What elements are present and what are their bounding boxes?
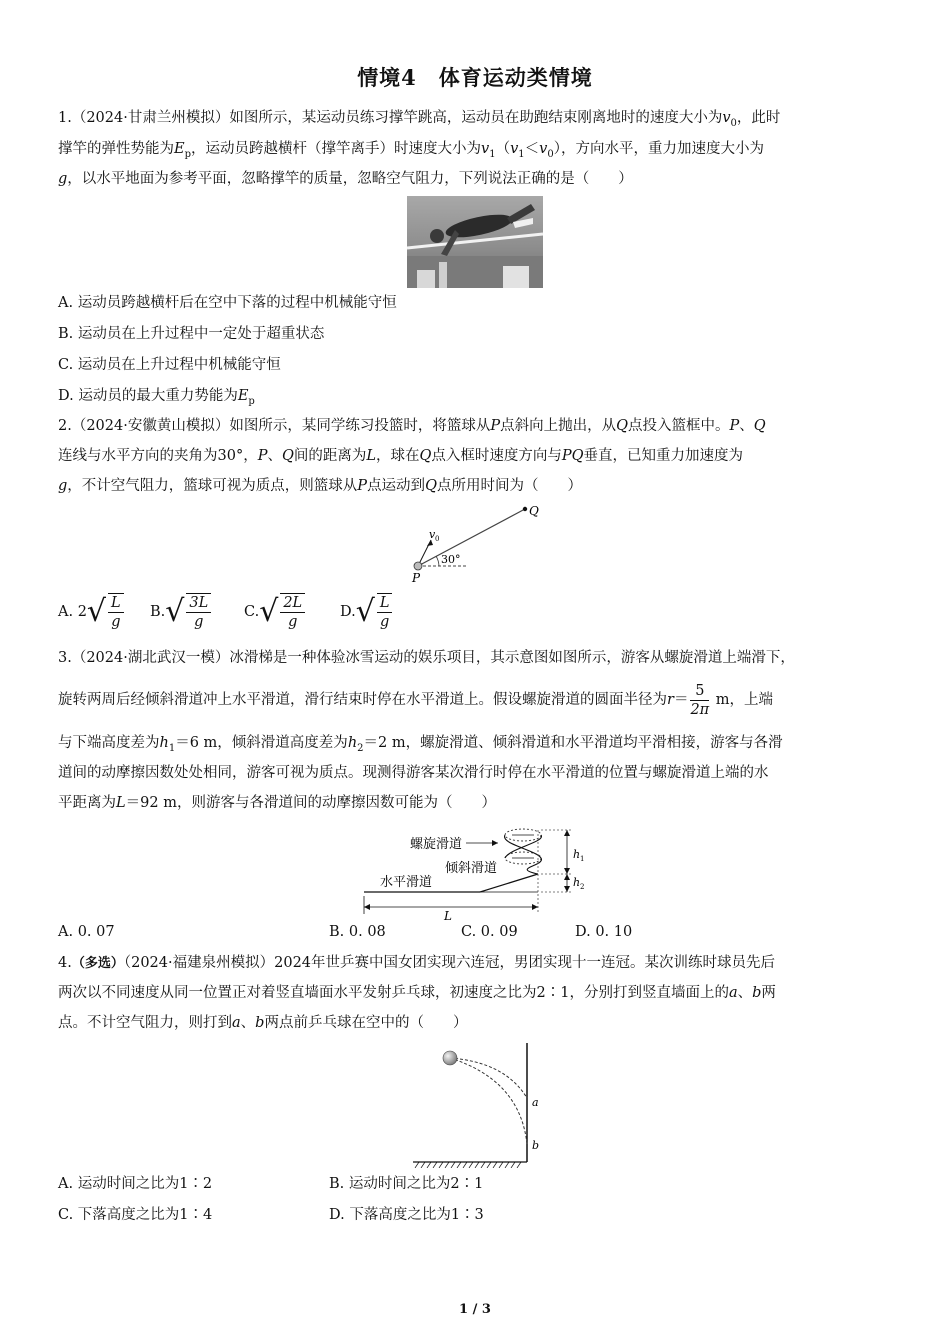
q1-ep-sub: p [248,395,255,407]
q4-text: 两点前乒乓球在空中的（ ） [264,1015,468,1031]
q2-g: g [58,478,68,494]
q4-text: （2024·福建泉州模拟）2024年世乒赛中国女团实现六连冠，男团实现十一连冠。某次训练时球员先后 [123,955,776,971]
q2-option-b[interactable]: B.√ $\frac{3L}{g}$ [150,592,213,638]
q4-a: a [728,985,738,1001]
q3-fig-h1-sub: 1 [580,855,585,863]
basketball-diagram [395,500,555,586]
q3-fig-h1: h [573,848,581,861]
q1-ep: E [174,141,185,157]
q3-r: r [667,692,674,708]
q1-v0-sub: 0 [730,117,737,129]
q3-fig-horizontal-label: 水平滑道 [380,875,433,890]
q1-v1: v [481,141,490,157]
q1-ep: E [237,388,249,404]
q2-text: 点入框时速度方向与 [431,448,562,464]
q2-option-a-den: g [111,614,121,630]
q1-text: （ [495,141,511,157]
q2-p: P [257,448,268,464]
q4-text: 两次以不同速度从同一位置正对着竖直墙面水平发射乒乓球，初速度之比为2∶1，分别打到竖直墙面上的 [58,985,729,1001]
high-jump-photo [407,196,543,288]
q1-text: 1.（2024·甘肃兰州模拟）如图所示，某运动员练习撑竿跳高，运动员在助跑结束刚离地时的速度大小为 [58,110,723,126]
q4-multi-tag: （多选） [71,956,124,971]
q3-r-num: 5 [690,682,709,701]
q3-fig-spiral-label: 螺旋滑道 [410,837,463,852]
q1-v0: v [722,110,731,126]
q4-b: b [752,985,762,1001]
q4-number: 4. [58,955,72,971]
q2-text: 点投入篮框中。 [628,418,730,434]
q2-text: 点运动到 [367,478,426,494]
q2-line-2 [58,446,898,466]
q4-fig-b: b [532,1139,540,1152]
q1-text: ，以水平地面为参考平面，忽略撑竿的质量，忽略空气阻力，下列说法正确的是（ ） [67,171,633,187]
q2-q: Q [616,418,628,434]
q3-option-b[interactable]: B. 0. 08 [329,924,386,940]
q3-line-5 [58,793,898,813]
q4-a: a [232,1015,241,1031]
q1-v0-sub: 0 [547,148,554,160]
q1-option-d[interactable] [58,386,898,412]
q4-text: 点。不计空气阻力，则打到 [58,1015,232,1031]
q3-option-d[interactable]: D. 0. 10 [575,924,633,940]
q2-text: 2.（2024·安徽黄山模拟）如图所示，某同学练习投篮时，将篮球从 [58,418,491,434]
q3-text: 与下端高度差为 [58,735,160,751]
q2-text: ，不计空气阻力，篮球可视为质点，则篮球从 [67,478,358,494]
q4-option-a[interactable]: A. 运动时间之比为1∶2 [58,1176,213,1192]
q1-line-1 [58,108,898,134]
q2-pq: PQ [561,448,584,464]
q1-text: ＜ [524,141,540,157]
q3-option-a[interactable]: A. 0. 07 [58,924,115,940]
q3-h1-sub: 1 [168,742,176,754]
q3-line-1: 3.（2024·湖北武汉一模）冰滑梯是一种体验冰雪运动的娱乐项目，其示意图如图所示，游客从螺旋滑道上端滑下， [58,650,795,666]
page-number: 1 / 3 [459,1302,491,1317]
q2-option-b-den: g [194,614,204,630]
q1-v1-sub: 1 [489,148,496,160]
q2-option-c[interactable]: C.√ $\frac{2L}{g}$ [244,592,307,638]
q2-q: Q [281,448,294,464]
q2-option-a[interactable]: A. 2√ $\frac{L}{g}$ [58,592,126,638]
q3-text: ＝92 m，则游客与各滑道间的动摩擦因数可能为（ ） [125,795,496,811]
q1-v0: v [539,141,548,157]
q2-q: Q [753,418,766,434]
q4-option-c[interactable]: C. 下落高度之比为1∶4 [58,1207,213,1223]
q2-option-d-num: L [377,594,393,613]
q3-text: m，上端 [711,692,774,708]
q2-line-3 [58,476,898,496]
q1-line-2 [58,139,898,165]
q3-line-4: 道间的动摩擦因数处处相同，游客可视为质点。现测得游客某次滑行时停在水平滑道的位置与螺旋滑道上端的水 [58,765,769,781]
q4-b: b [255,1015,265,1031]
q2-option-c-num: 2L [280,594,305,613]
q2-fig-p: P [412,571,421,585]
q3-r-den: 2π [690,701,710,718]
q1-option-b[interactable]: B. 运动员在上升过程中一定处于超重状态 [58,326,325,342]
q1-v1: v [510,141,519,157]
q2-q: Q [425,478,437,494]
q2-option-b-label: B. [150,604,166,620]
q2-fig-v0: v [429,528,436,541]
q2-text: 连线与水平方向的夹角为30°， [58,448,258,464]
q2-option-c-label: C. [244,604,260,620]
q2-fig-q: Q [529,504,539,518]
q3-h2-sub: 2 [357,742,364,754]
q3-line-2 [58,680,898,720]
q2-text: 垂直，已知重力加速度为 [583,448,744,464]
q1-ep-sub: p [184,148,191,160]
q2-p: P [490,418,501,434]
q3-l: L [116,795,126,811]
q3-fig-incline-label: 倾斜滑道 [445,861,498,876]
q3-option-c[interactable]: C. 0. 09 [461,924,518,940]
q4-text: 、 [240,1015,256,1031]
q1-text: ，此时 [736,110,781,126]
q1-text: 撑竿的弹性势能为 [58,141,174,157]
q2-p: P [729,418,740,434]
q2-option-c-den: g [288,614,298,630]
q2-option-a-num: L [108,594,124,613]
q1-line-3 [58,169,898,189]
q3-text: 旋转两周后经倾斜滑道冲上水平滑道，滑行结束时停在水平滑道上。假设螺旋滑道的圆面半径为 [58,692,667,708]
q4-option-d[interactable]: D. 下落高度之比为1∶3 [329,1207,484,1223]
q4-line-1 [58,953,898,974]
q2-option-d-label: D. [340,604,356,620]
q2-fig-angle: 30° [441,553,461,566]
q2-p: P [357,478,368,494]
q2-text: 、 [267,448,282,464]
pingpong-diagram [405,1040,545,1168]
q2-option-d-den: g [380,614,390,630]
q2-text: 、 [739,418,754,434]
q2-option-b-num: 3L [186,594,211,613]
q4-text: 两 [761,985,776,1001]
q3-h2: h [347,735,358,751]
q3-h1: h [159,735,169,751]
q2-fig-v0-sub: 0 [435,535,440,543]
q3-fig-h2-sub: 2 [580,883,585,891]
q1-option-c[interactable]: C. 运动员在上升过程中机械能守恒 [58,357,281,373]
q1-text: ），方向水平，重力加速度大小为 [553,141,764,157]
q3-fig-h2: h [573,876,581,889]
page-title: 情境4 体育运动类情境 [357,65,593,90]
q2-q: Q [419,448,432,464]
q4-option-b[interactable]: B. 运动时间之比为2∶1 [329,1176,484,1192]
q3-text: ＝6 m，倾斜滑道高度差为 [175,735,348,751]
q3-eq: ＝ [673,692,689,708]
q4-fig-a: a [532,1096,539,1109]
q1-g: g [58,171,68,187]
q2-option-d[interactable]: D.√ $\frac{L}{g}$ [340,592,394,638]
q3-fig-l: L [444,909,452,922]
q1-text: ，运动员跨越横杆（撑竿离手）时速度大小为 [191,141,481,157]
q1-v1-sub: 1 [518,148,525,160]
q4-line-2 [58,983,898,1003]
q4-text: 、 [737,985,753,1001]
q2-l: L [366,448,376,464]
q3-text: 平距离为 [58,795,116,811]
q2-line-1 [58,416,898,436]
q3-text: ＝2 m，螺旋滑道、倾斜滑道和水平滑道均平滑相接，游客与各滑 [363,735,783,751]
q1-option-a[interactable]: A. 运动员跨越横杆后在空中下落的过程中机械能守恒 [58,295,397,311]
q2-text: 点斜向上抛出，从 [500,418,617,434]
q1-option-d-text: D. 运动员的最大重力势能为 [58,388,238,404]
q3-line-3 [58,733,898,759]
q2-text: 间的距离为 [293,448,367,464]
q4-line-3 [58,1013,898,1033]
q2-text: 点所用时间为（ ） [436,478,582,494]
ice-slide-diagram [360,822,600,922]
q2-option-a-label: A. 2 [58,604,87,620]
q2-text: ，球在 [376,448,420,464]
